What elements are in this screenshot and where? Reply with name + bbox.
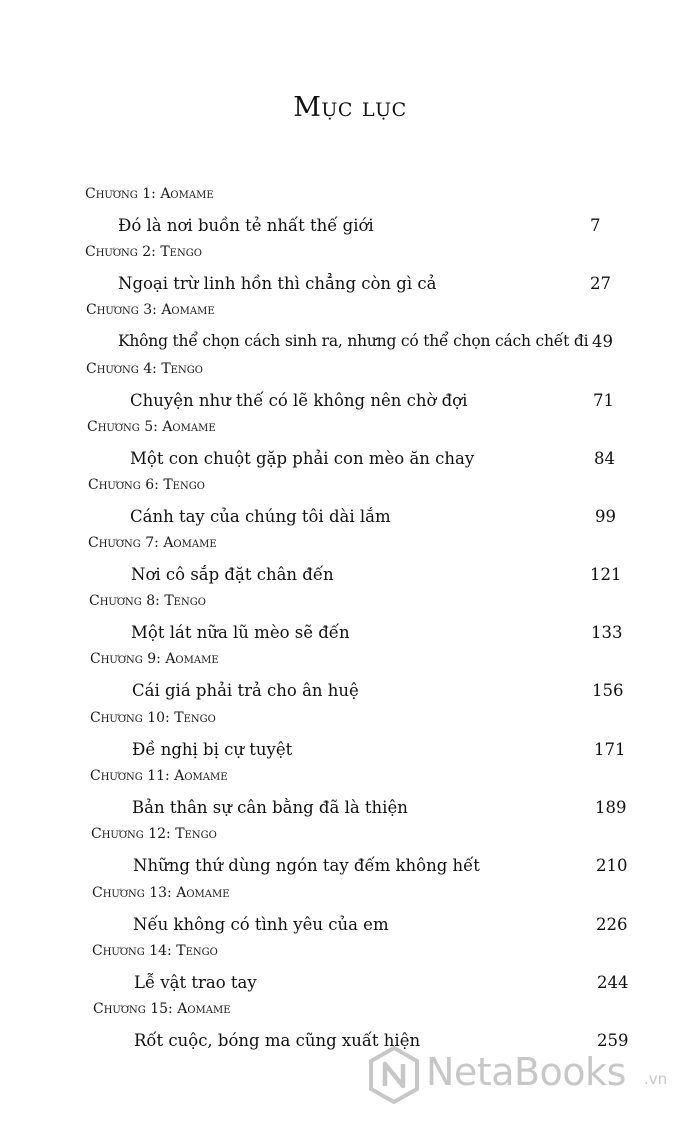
chapter-label: Chương 10: Tengo xyxy=(90,710,216,726)
chapter-title: Một lát nữa lũ mèo sẽ đến xyxy=(131,623,350,642)
toc-entry xyxy=(0,361,700,419)
toc-entry xyxy=(0,885,700,943)
toc-entry xyxy=(0,535,700,593)
page-number: 7 xyxy=(590,216,601,235)
chapter-title: Nếu không có tình yêu của em xyxy=(133,915,389,934)
chapter-title: Rốt cuộc, bóng ma cũng xuất hiện xyxy=(134,1031,421,1050)
page-number: 210 xyxy=(596,856,628,875)
chapter-title: Cánh tay của chúng tôi dài lắm xyxy=(130,507,391,526)
chapter-title: Không thể chọn cách sinh ra, nhưng có thể chọn cách chết đi xyxy=(118,332,589,350)
chapter-label: Chương 7: Aomame xyxy=(88,535,217,551)
chapter-label: Chương 12: Tengo xyxy=(91,826,217,842)
chapter-title: Đề nghị bị cự tuyệt xyxy=(132,740,293,759)
chapter-label: Chương 3: Aomame xyxy=(86,302,215,318)
page-number: 156 xyxy=(592,681,624,700)
watermark-suffix: .vn xyxy=(644,1070,668,1088)
page-number: 171 xyxy=(594,740,626,759)
toc-entry xyxy=(0,768,700,826)
chapter-title: Cái giá phải trả cho ân huệ xyxy=(132,681,359,700)
page-number: 49 xyxy=(592,332,613,351)
chapter-title: Ngoại trừ linh hồn thì chẳng còn gì cả xyxy=(118,274,437,293)
chapter-label: Chương 1: Aomame xyxy=(85,186,214,202)
toc-entry xyxy=(0,1001,700,1059)
chapter-label: Chương 9: Aomame xyxy=(90,651,219,667)
toc-entry xyxy=(0,419,700,477)
chapter-label: Chương 14: Tengo xyxy=(92,943,218,959)
chapter-title: Đó là nơi buồn tẻ nhất thế giới xyxy=(118,216,374,235)
toc-entry xyxy=(0,826,700,884)
toc-entry xyxy=(0,477,700,535)
chapter-label: Chương 13: Aomame xyxy=(92,885,230,901)
toc-entry xyxy=(0,943,700,1001)
page-number: 71 xyxy=(593,391,614,410)
page-number: 99 xyxy=(595,507,616,526)
page-number: 259 xyxy=(597,1031,629,1050)
chapter-title: Những thứ dùng ngón tay đếm không hết xyxy=(133,856,480,875)
toc-entry xyxy=(0,186,700,244)
toc-entry xyxy=(0,593,700,651)
watermark-text: NetaBooks xyxy=(426,1050,626,1094)
page-number: 244 xyxy=(597,973,629,992)
chapter-title: Chuyện như thế có lẽ không nên chờ đợi xyxy=(130,391,468,410)
chapter-title: Nơi cô sắp đặt chân đến xyxy=(131,565,334,584)
chapter-label: Chương 11: Aomame xyxy=(90,768,228,784)
chapter-label: Chương 4: Tengo xyxy=(86,361,203,377)
page-number: 27 xyxy=(590,274,611,293)
page-number: 121 xyxy=(590,565,622,584)
chapter-label: Chương 5: Aomame xyxy=(87,419,216,435)
chapter-title: Một con chuột gặp phải con mèo ăn chay xyxy=(130,449,475,468)
chapter-title: Bản thân sự cân bằng đã là thiện xyxy=(132,798,408,817)
toc-entry xyxy=(0,302,700,360)
toc-entry xyxy=(0,244,700,302)
chapter-label: Chương 15: Aomame xyxy=(93,1001,231,1017)
toc-entry xyxy=(0,651,700,709)
page-number: 226 xyxy=(596,915,628,934)
table-of-contents xyxy=(0,186,700,1066)
page-number: 84 xyxy=(594,449,615,468)
chapter-label: Chương 8: Tengo xyxy=(89,593,206,609)
chapter-title: Lễ vật trao tay xyxy=(134,973,257,992)
toc-entry xyxy=(0,710,700,768)
page-number: 189 xyxy=(595,798,627,817)
chapter-label: Chương 2: Tengo xyxy=(85,244,202,260)
page-number: 133 xyxy=(591,623,623,642)
chapter-label: Chương 6: Tengo xyxy=(88,477,205,493)
page-title: Mục lục xyxy=(293,92,407,123)
